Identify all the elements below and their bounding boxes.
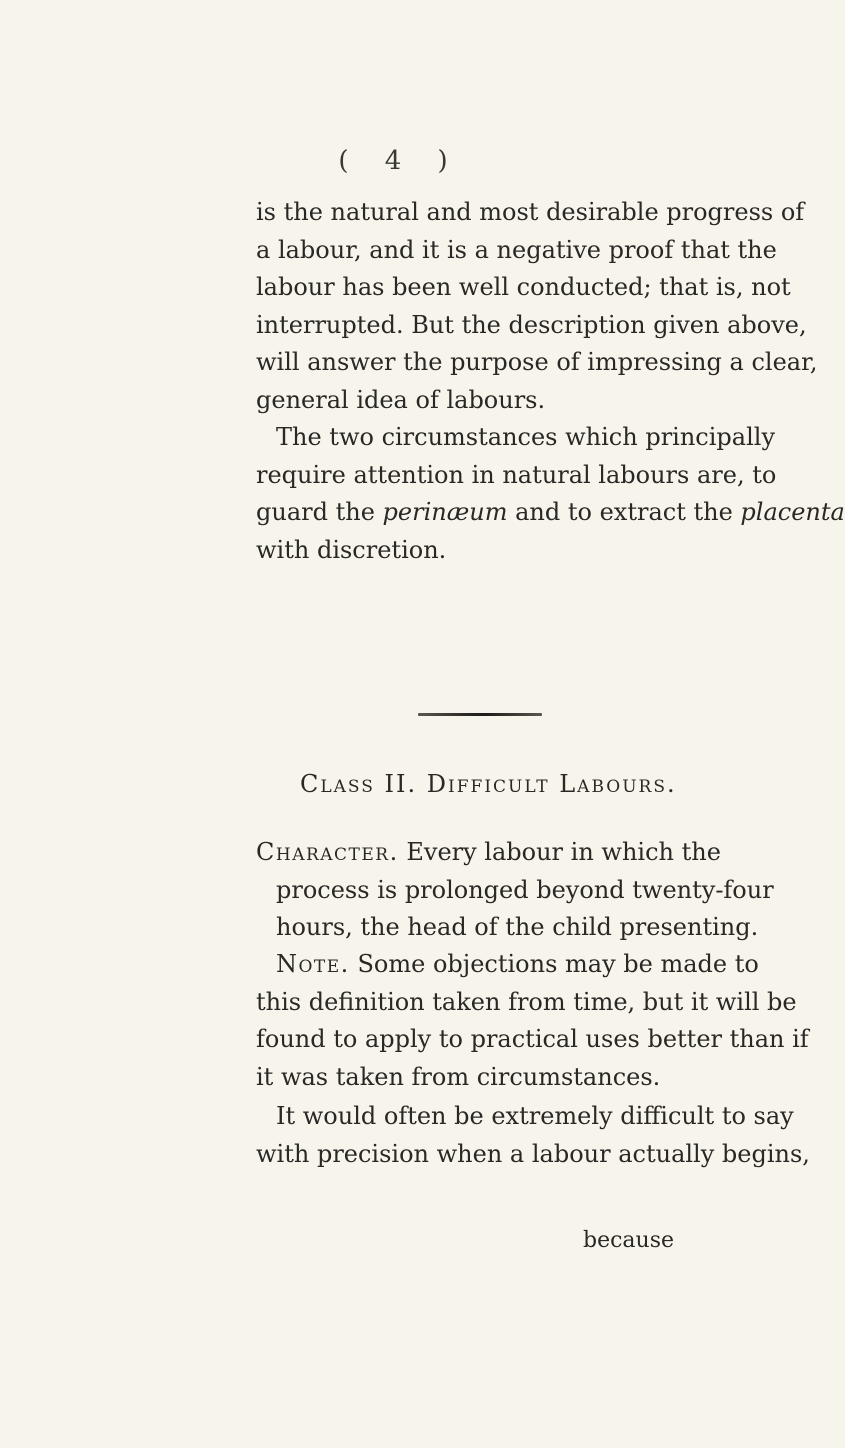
text-line: it was taken from circumstances. <box>256 1062 661 1091</box>
italic-term-placenta: placenta <box>740 498 845 526</box>
paragraph-labour-begins <box>256 1098 810 1173</box>
section-divider-rule <box>418 713 542 716</box>
text-line: is the natural and most desirable progress of <box>256 198 805 226</box>
paragraph-note <box>256 946 809 1096</box>
text-line: general idea of labours. <box>256 385 546 414</box>
text-run: Every labour in which the <box>398 838 721 866</box>
text-line: found to apply to practical uses better than if <box>256 1025 809 1053</box>
text-line: a labour, and it is a negative proof that the <box>256 235 777 264</box>
text-line <box>256 834 721 872</box>
paragraph-continuation <box>256 194 818 419</box>
text-run: guard the <box>256 498 383 526</box>
text-line: this definition taken from time, but it will be <box>256 987 797 1016</box>
text-line: require attention in natural labours are, to <box>256 460 777 489</box>
catchword: because <box>583 1228 675 1253</box>
text-line <box>256 494 845 532</box>
text-line: interrupted. But the description given above, <box>256 310 807 339</box>
text-line: The two circumstances which principally <box>276 423 775 451</box>
note-label: Note. <box>276 950 350 978</box>
text-line: process is prolonged beyond twenty-four <box>276 875 774 904</box>
paragraph-natural-labours <box>256 419 845 569</box>
page-number: ( 4 ) <box>338 146 462 176</box>
text-line: will answer the purpose of impressing a clear, <box>256 348 818 376</box>
character-label: Character. <box>256 838 399 866</box>
section-heading: Class II. Difficult Labours. <box>300 770 677 798</box>
text-run: and to extract the <box>507 498 741 526</box>
italic-term-perinaeum: perinæum <box>382 498 508 526</box>
text-line: labour has been well conducted; that is, not <box>256 273 791 301</box>
text-run: Some objections may be made to <box>349 950 759 978</box>
paragraph-character <box>256 834 774 947</box>
text-line <box>256 946 759 984</box>
text-line: hours, the head of the child presenting. <box>276 913 759 941</box>
text-line: It would often be extremely difficult to say <box>276 1102 794 1130</box>
text-line: with precision when a labour actually begins, <box>256 1139 810 1168</box>
text-line: with discretion. <box>256 535 447 564</box>
